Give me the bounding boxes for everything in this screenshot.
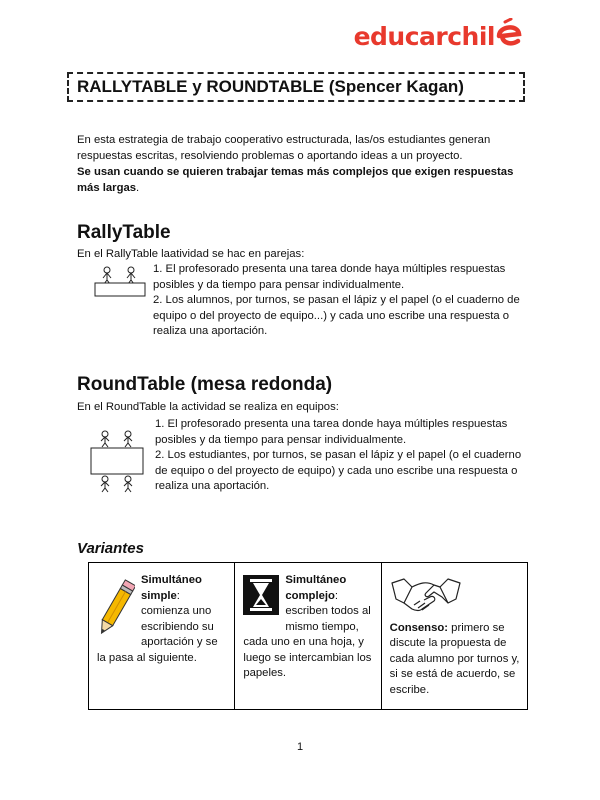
roundtable-subtitle: En el RoundTable la actividad se realiza en equipos:: [77, 401, 339, 413]
variant-cell-complex: [235, 563, 381, 709]
rallytable-heading: RallyTable: [77, 222, 171, 243]
intro-paragraph: [77, 132, 517, 196]
logo-text: educarchil: [353, 21, 495, 51]
list-item: 1. El profesorado presenta una tarea donde haya múltiples respuestas posibles y da tiempo para pensar individualmente.: [155, 418, 508, 446]
intro-bold-text: Se usan cuando se quieren trabajar temas más complejos que exigen respuestas más largas: [77, 166, 514, 194]
pair-table-icon: [92, 264, 150, 303]
page-number: 1: [296, 741, 304, 753]
rallytable-list: [153, 262, 523, 340]
title-box: [67, 72, 525, 102]
educarchile-logo: [354, 20, 522, 52]
pencil-icon: [97, 573, 135, 649]
variant-text: comienza uno escribiendo su aportación y se la pasa al siguiente.: [97, 605, 218, 664]
rallytable-subtitle: En el RallyTable laatividad se hac en parejas:: [77, 248, 305, 260]
variantes-table: [88, 562, 528, 710]
intro-end: .: [136, 182, 140, 194]
variant-title: Simultáneo simple: [141, 574, 202, 602]
team-table-icon: [88, 428, 148, 499]
page-title: RALLYTABLE y ROUNDTABLE (Spencer Kagan): [77, 77, 464, 96]
roundtable-list: [155, 417, 525, 495]
variant-cell-consensus: [382, 563, 527, 709]
hourglass-icon: [243, 575, 279, 621]
handshake-icon: [390, 573, 462, 621]
logo-e-mark-icon: [496, 18, 522, 55]
intro-text: En esta estrategia de trabajo cooperativo estructurada, las/os estudiantes generan respuestas escritas, resolviendo problemas o aportando ideas a un proyecto.: [77, 134, 491, 162]
variant-title: Simultáneo complejo: [285, 574, 347, 602]
roundtable-heading: RoundTable (mesa redonda): [77, 374, 333, 395]
list-item: 2. Los alumnos, por turnos, se pasan el lápiz y el papel (o el cuaderno de equipo o del proyecto de equipo...) y cada uno escribe una respuesta o realiza una aportación.: [153, 294, 520, 337]
list-item: 1. El profesorado presenta una tarea donde haya múltiples respuestas posibles y da tiempo para pensar individualmente.: [153, 263, 506, 291]
variantes-heading: Variantes: [77, 540, 144, 557]
variant-text: primero se discute la propuesta de cada alumno por turnos y, si se está de acuerdo, se escribe.: [389, 621, 520, 696]
list-item: 2. Los estudiantes, por turnos, se pasan el lápiz y el papel (o el cuaderno de equipo o del proyecto de equipo) y cada uno escribe una respuesta o realiza una aportación.: [155, 449, 522, 492]
variant-cell-simple: [89, 563, 235, 709]
variant-title: Consenso:: [389, 621, 449, 634]
variant-sep: :: [176, 589, 180, 602]
variant-text: escriben todos al mismo tiempo, cada uno en una hoja, y luego se intercambian los papeles.: [243, 605, 372, 679]
variant-sep: :: [334, 589, 339, 602]
